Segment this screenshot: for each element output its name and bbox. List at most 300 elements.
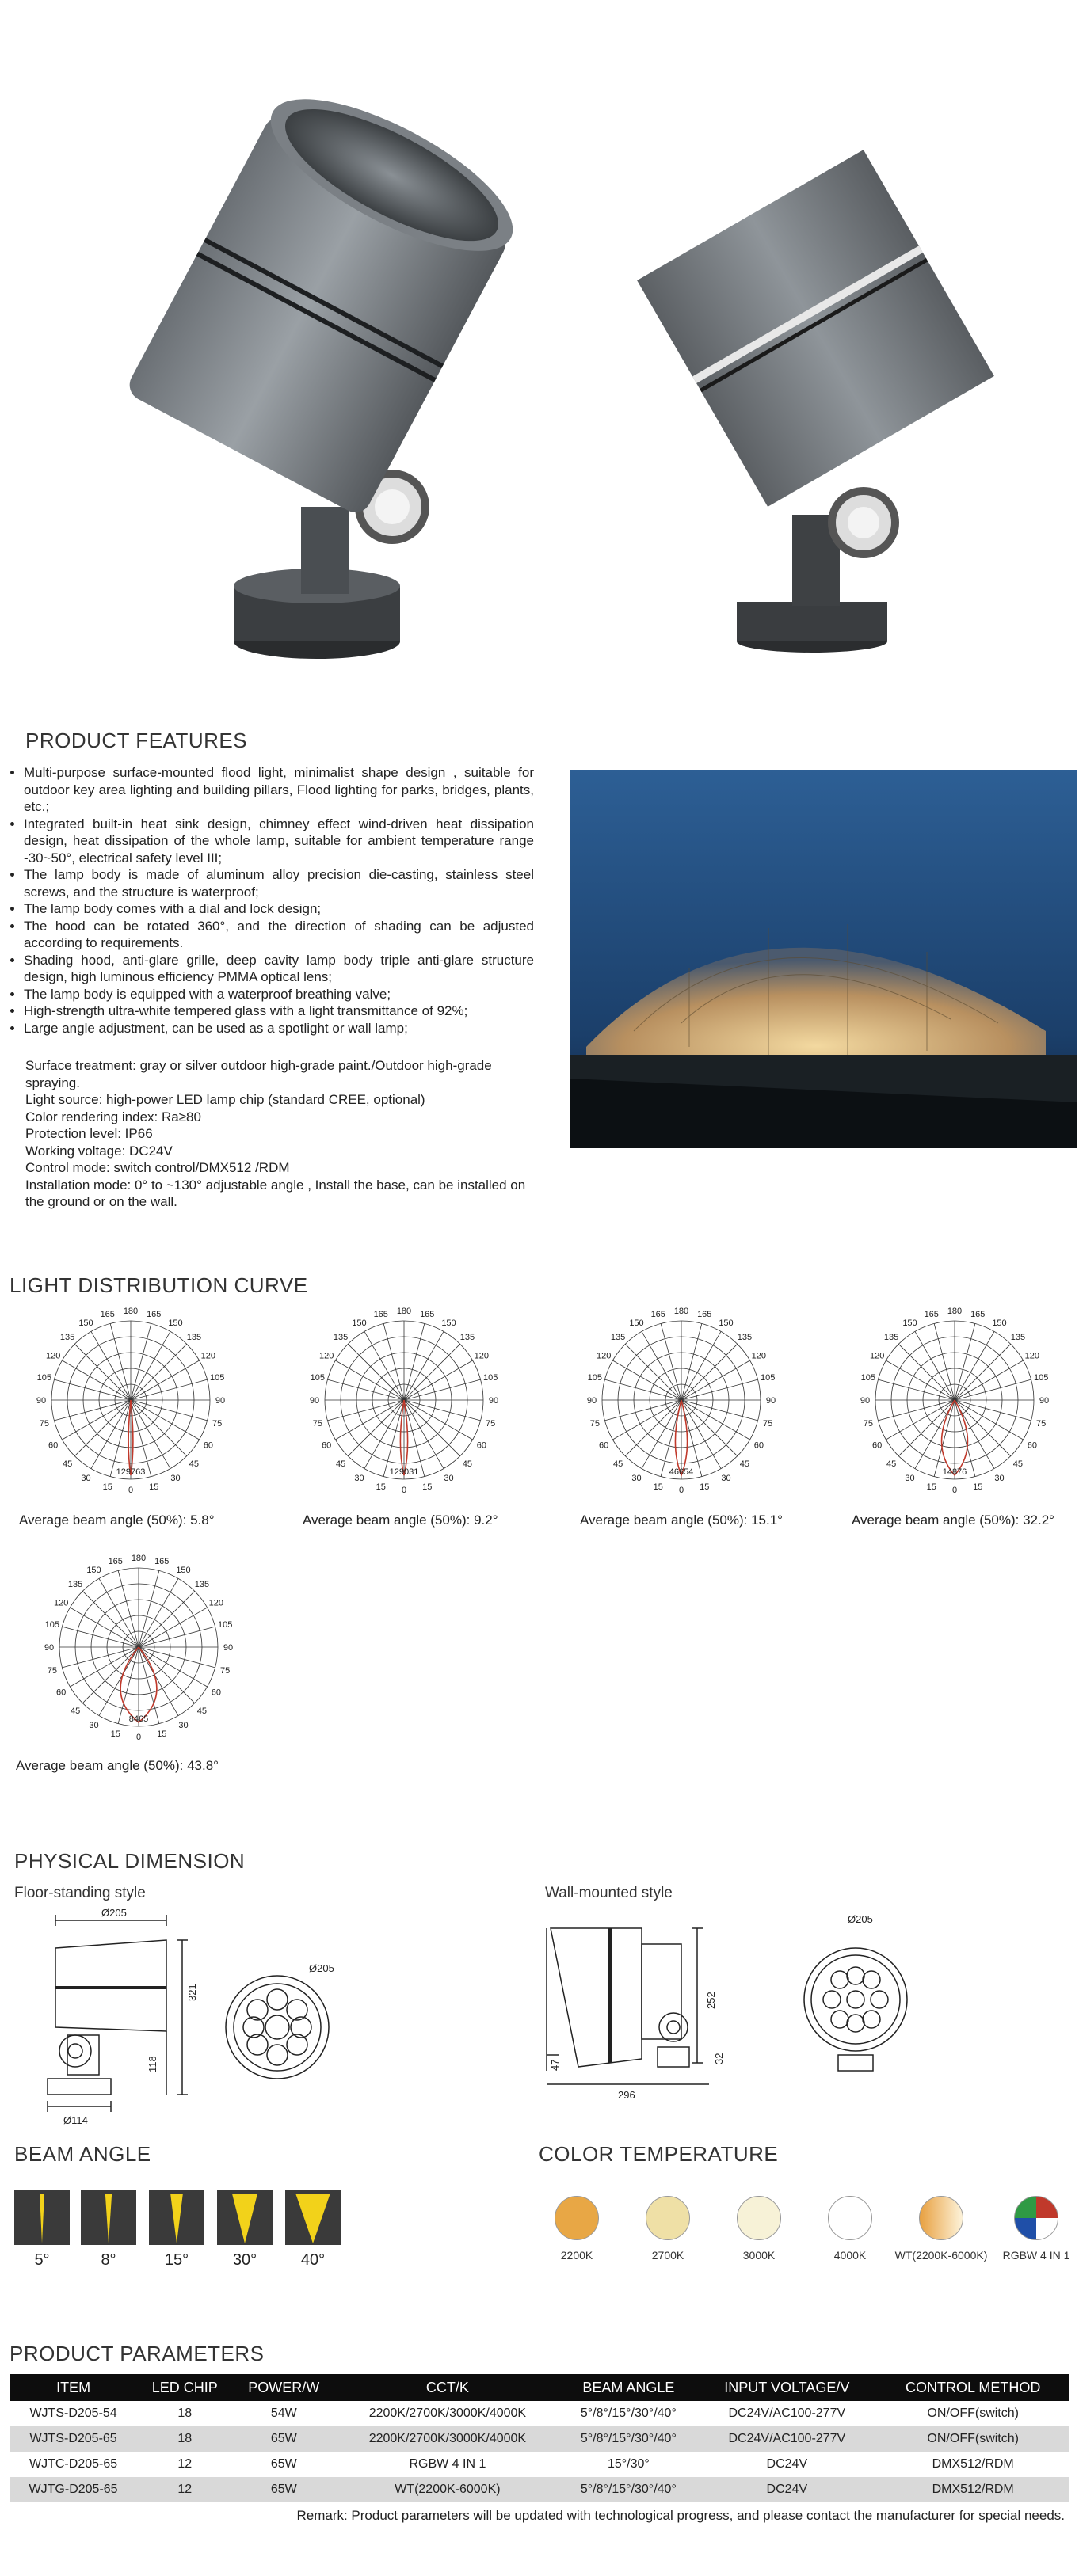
floor-dim-top: Ø205 <box>101 1908 127 1919</box>
wall-dim-height: 252 <box>705 1992 717 2009</box>
polar-spoke <box>139 1627 215 1647</box>
polar-spoke <box>54 1379 131 1400</box>
polar-spoke <box>131 1400 200 1440</box>
wall-style-title: Wall-mounted style <box>545 1885 673 1901</box>
polar-spoke <box>99 1578 139 1647</box>
polar-angle-label: 90 <box>860 1396 871 1406</box>
polar-spoke <box>110 1400 131 1477</box>
feature-item: • The hood can be rotated 360°, and the direction of shading can be adjusted according to requirements. <box>24 918 534 952</box>
wall-dim-width: 296 <box>618 2089 635 2101</box>
polar-chart-3 <box>570 1305 792 1503</box>
polar-angle-label: 105 <box>217 1619 233 1630</box>
wall-dim-base: 32 <box>713 2053 725 2064</box>
polar-angle-label: 90 <box>1039 1396 1050 1406</box>
ct-label-rgbw: RGBW 4 IN 1 <box>1002 2249 1070 2262</box>
polar-spoke <box>62 1400 131 1440</box>
polar-angle-label: 45 <box>70 1706 81 1716</box>
table-header-row <box>10 2374 1069 2401</box>
beam-caption-5: Average beam angle (50%): 43.8° <box>16 1758 219 1773</box>
polar-spoke <box>383 1323 404 1400</box>
polar-angle-label: 105 <box>860 1372 876 1383</box>
polar-spoke <box>612 1360 681 1400</box>
polar-spoke <box>82 1591 139 1647</box>
polar-spoke <box>612 1400 681 1440</box>
polar-angle-label: 45 <box>335 1459 346 1469</box>
feature-item: • High-strength ultra-white tempered glass with a light transmittance of 92%; <box>24 1003 534 1020</box>
polar-spoke <box>661 1323 681 1400</box>
polar-angle-label: 75 <box>863 1419 873 1429</box>
polar-angle-label: 60 <box>48 1440 59 1451</box>
polar-chart-2 <box>293 1305 515 1503</box>
polar-angle-label: 105 <box>760 1372 776 1383</box>
polar-spoke <box>604 1400 681 1421</box>
polar-angle-label: 150 <box>78 1318 93 1329</box>
polar-angle-label: 150 <box>629 1318 644 1329</box>
color-temp-heading: COLOR TEMPERATURE <box>539 2142 779 2166</box>
polar-angle-label: 60 <box>753 1440 764 1451</box>
wall-dim-front: Ø205 <box>848 1913 873 1925</box>
polar-spoke <box>335 1400 404 1440</box>
polar-angle-label: 120 <box>200 1351 216 1361</box>
beam-label-15: 15° <box>164 2251 189 2269</box>
polar-spoke <box>110 1323 131 1400</box>
polar-spoke <box>681 1400 738 1456</box>
beam-label-40: 40° <box>300 2251 326 2269</box>
polar-spoke <box>62 1360 131 1400</box>
polar-angle-label: 150 <box>992 1318 1007 1329</box>
polar-spoke <box>681 1323 702 1400</box>
polar-angle-label: 105 <box>310 1372 326 1383</box>
polar-spoke <box>955 1331 994 1400</box>
polar-spoke <box>348 1400 404 1456</box>
polar-spoke <box>681 1360 750 1400</box>
polar-spoke <box>364 1331 404 1400</box>
polar-spoke <box>74 1400 131 1456</box>
polar-angle-label: 45 <box>886 1459 897 1469</box>
polar-spoke <box>70 1647 139 1687</box>
polar-angle-label: 15 <box>376 1482 386 1493</box>
cell: 65W <box>232 2426 335 2452</box>
dimension-heading: PHYSICAL DIMENSION <box>14 1849 246 1873</box>
polar-spoke <box>70 1608 139 1647</box>
polar-angle-label: 15 <box>422 1482 433 1493</box>
polar-angle-label: 60 <box>56 1688 67 1698</box>
polar-chart-5 <box>28 1552 250 1750</box>
ct-3000k-swatch <box>737 2196 781 2240</box>
polar-angle-label: 45 <box>612 1459 623 1469</box>
feature-item: • Large angle adjustment, can be used as a spotlight or wall lamp; <box>24 1020 534 1037</box>
polar-angle-label: 30 <box>721 1473 731 1483</box>
polar-spoke <box>404 1344 460 1400</box>
beam-label-8: 8° <box>101 2251 116 2269</box>
cell: 15°/30° <box>607 2457 650 2471</box>
polar-spoke <box>955 1323 975 1400</box>
polar-angle-label: 135 <box>59 1333 75 1343</box>
polar-spoke <box>364 1400 404 1469</box>
table-row <box>10 2426 1069 2452</box>
cell: 2200K/2700K/3000K/4000K <box>368 2407 527 2420</box>
polar-spoke <box>131 1400 187 1456</box>
polar-angle-label: 150 <box>176 1566 191 1576</box>
polar-spoke <box>886 1400 955 1440</box>
ct-label-4000k: 4000K <box>833 2249 867 2262</box>
polar-angle-label: 0 <box>678 1486 684 1495</box>
polar-spoke <box>404 1400 473 1440</box>
polar-angle-label: 165 <box>924 1309 939 1319</box>
polar-angle-label: 30 <box>905 1473 915 1483</box>
col-power: POWER/W <box>232 2374 335 2401</box>
feature-item: • Integrated built-in heat sink design, chimney effect wind-driven heat dissipation design, heat dissipation of the whole lamp, suitable for ambient temperature range -30~50°, electrical safety level III; <box>24 816 534 867</box>
polar-spoke <box>139 1647 195 1703</box>
feature-item: • Multi-purpose surface-mounted flood light, minimalist shape design , suitable for outdoor key area lighting and building pillars, Flood lighting for parks, bridges, plants, etc.; <box>24 764 534 816</box>
product-photo-front <box>119 95 531 665</box>
product-photo-side <box>626 127 1006 665</box>
polar-angle-label: 90 <box>309 1396 320 1406</box>
ct-label-2200k: 2200K <box>560 2249 593 2262</box>
polar-spoke <box>54 1400 131 1421</box>
polar-angle-label: 180 <box>131 1554 147 1563</box>
feature-item: • Shading hood, anti-glare grille, deep cavity lamp body triple anti-glare structure design, high luminous efficiency PMMA optical lens; <box>24 952 534 986</box>
cell: ON/OFF(switch) <box>927 2407 1019 2420</box>
polar-angle-label: 60 <box>203 1440 213 1451</box>
polar-angle-label: 120 <box>869 1351 885 1361</box>
ct-rgbw-swatch <box>1014 2196 1058 2240</box>
polar-angle-label: 60 <box>1027 1440 1037 1451</box>
features-heading: PRODUCT FEATURES <box>25 729 248 752</box>
polar-angle-label: 60 <box>322 1440 332 1451</box>
polar-chart-1 <box>20 1305 242 1503</box>
polar-angle-label: 75 <box>763 1419 773 1429</box>
polar-spoke <box>898 1344 955 1400</box>
polar-angle-label: 165 <box>154 1556 170 1566</box>
floor-style-title: Floor-standing style <box>14 1885 146 1901</box>
polar-angle-label: 90 <box>223 1643 234 1653</box>
polar-angle-label: 15 <box>700 1482 710 1493</box>
ct-wt-swatch <box>919 2196 963 2240</box>
polar-angle-label: 75 <box>212 1419 223 1429</box>
polar-spoke <box>139 1578 178 1647</box>
polar-angle-label: 150 <box>168 1318 183 1329</box>
polar-angle-label: 180 <box>673 1307 689 1316</box>
spec-installation: Installation mode: 0° to ~130° adjustable angle , Install the base, can be installed on the ground or on the wall. <box>25 1177 526 1209</box>
col-item: ITEM <box>10 2374 137 2401</box>
polar-angle-label: 120 <box>45 1351 61 1361</box>
polar-spoke <box>139 1591 195 1647</box>
polar-spoke <box>404 1331 444 1400</box>
beam-15-icon <box>149 2190 204 2245</box>
polar-spoke <box>955 1344 1011 1400</box>
cell: 65W <box>270 2457 297 2471</box>
col-beam-angle: BEAM ANGLE <box>559 2374 697 2401</box>
polar-angle-label: 120 <box>596 1351 612 1361</box>
polar-spoke <box>139 1570 159 1647</box>
polar-angle-label: 120 <box>208 1598 224 1608</box>
polar-spoke <box>898 1400 955 1456</box>
ct-label-2700k: 2700K <box>651 2249 684 2262</box>
polar-angle-label: 75 <box>47 1666 57 1676</box>
beam-label-30: 30° <box>232 2251 257 2269</box>
floor-dim-height: 321 <box>186 1984 198 2001</box>
polar-angle-label: 150 <box>719 1318 734 1329</box>
feature-item: • The lamp body comes with a dial and lock design; <box>24 900 534 918</box>
ct-2700k-swatch <box>646 2196 690 2240</box>
polar-angle-label: 135 <box>333 1333 349 1343</box>
polar-spoke <box>625 1344 681 1400</box>
cell: 2200K/2700K/3000K/4000K <box>335 2426 559 2452</box>
polar-spoke <box>955 1360 1024 1400</box>
spec-control: Control mode: switch control/DMX512 /RDM <box>25 1160 290 1175</box>
polar-angle-label: 150 <box>352 1318 367 1329</box>
cell: RGBW 4 IN 1 <box>409 2457 486 2471</box>
cell: DC24V/AC100-277V <box>697 2426 876 2452</box>
cell: DMX512/RDM <box>876 2477 1069 2502</box>
polar-angle-label: 60 <box>476 1440 486 1451</box>
polar-angle-label: 75 <box>312 1419 322 1429</box>
polar-spoke <box>934 1323 955 1400</box>
polar-spoke <box>118 1570 139 1647</box>
polar-spoke <box>131 1379 208 1400</box>
spec-protection: Protection level: IP66 <box>25 1126 153 1141</box>
polar-spoke <box>934 1400 955 1477</box>
polar-spoke <box>82 1647 139 1703</box>
floor-dim-front: Ø205 <box>309 1962 334 1974</box>
polar-spoke <box>955 1400 1024 1440</box>
beam-5-icon <box>14 2190 70 2245</box>
polar-spoke <box>131 1400 208 1421</box>
polar-angle-label: 30 <box>444 1473 454 1483</box>
polar-angle-label: 180 <box>947 1307 963 1316</box>
polar-angle-label: 30 <box>631 1473 642 1483</box>
polar-spoke <box>955 1400 1011 1456</box>
polar-angle-label: 105 <box>209 1372 225 1383</box>
polar-angle-label: 120 <box>1024 1351 1040 1361</box>
parameters-heading: PRODUCT PARAMETERS <box>10 2342 265 2365</box>
floor-standing-drawing <box>32 1908 364 2130</box>
polar-angle-label: 135 <box>67 1580 83 1590</box>
polar-angle-label: 180 <box>396 1307 412 1316</box>
beam-caption-1: Average beam angle (50%): 5.8° <box>19 1512 215 1528</box>
ct-label-wt: WT(2200K-6000K) <box>894 2249 988 2262</box>
polar-angle-label: 165 <box>108 1556 123 1566</box>
polar-angle-label: 75 <box>39 1419 49 1429</box>
polar-spoke <box>404 1323 425 1400</box>
polar-angle-label: 15 <box>973 1482 983 1493</box>
cell: 12 <box>137 2477 232 2502</box>
polar-spoke <box>404 1400 444 1469</box>
polar-spoke <box>681 1344 738 1400</box>
polar-angle-label: 90 <box>488 1396 499 1406</box>
application-photo <box>570 770 1077 1148</box>
polar-angle-label: 15 <box>926 1482 936 1493</box>
beam-30-icon <box>217 2190 273 2245</box>
features-list <box>10 764 534 1037</box>
polar-spoke <box>91 1400 131 1469</box>
polar-spoke <box>348 1344 404 1400</box>
polar-angle-label: 105 <box>1033 1372 1049 1383</box>
polar-center-value: 14876 <box>942 1467 967 1477</box>
polar-spoke <box>681 1400 750 1440</box>
polar-center-value: 8465 <box>128 1714 149 1724</box>
polar-spoke <box>404 1400 460 1456</box>
polar-angle-label: 90 <box>44 1643 55 1653</box>
polar-angle-label: 165 <box>373 1309 388 1319</box>
polar-spoke <box>74 1344 131 1400</box>
polar-angle-label: 165 <box>970 1309 986 1319</box>
col-led-chip: LED CHIP <box>137 2374 232 2401</box>
cell: WJTC-D205-65 <box>29 2457 118 2471</box>
table-row <box>10 2452 1069 2477</box>
polar-angle-label: 150 <box>441 1318 456 1329</box>
cell: WT(2200K-6000K) <box>335 2477 559 2502</box>
beam-angle-heading: BEAM ANGLE <box>14 2142 151 2166</box>
cell: DC24V <box>766 2457 808 2471</box>
cell: 12 <box>177 2457 193 2471</box>
polar-angle-label: 15 <box>653 1482 663 1493</box>
polar-angle-label: 60 <box>872 1440 883 1451</box>
polar-spoke <box>886 1360 955 1400</box>
polar-angle-label: 0 <box>135 1733 142 1742</box>
cell: DC24V <box>697 2477 876 2502</box>
polar-angle-label: 30 <box>81 1473 91 1483</box>
polar-angle-label: 90 <box>36 1396 47 1406</box>
polar-spoke <box>681 1400 758 1421</box>
parameters-table <box>10 2374 1069 2502</box>
polar-angle-label: 15 <box>102 1482 112 1493</box>
cell: 18 <box>137 2426 232 2452</box>
polar-spoke <box>99 1647 139 1716</box>
beam-caption-2: Average beam angle (50%): 9.2° <box>303 1512 498 1528</box>
polar-spoke <box>131 1331 170 1400</box>
parameters-remark: Remark: Product parameters will be updated with technological progress, and please contact the manufacturer for special needs. <box>296 2508 1065 2523</box>
cell: DC24V/AC100-277V <box>728 2407 846 2420</box>
polar-spoke <box>915 1331 955 1400</box>
cell: ON/OFF(switch) <box>876 2426 1069 2452</box>
polar-angle-label: 30 <box>994 1473 1005 1483</box>
polar-angle-label: 30 <box>170 1473 181 1483</box>
col-control: CONTROL METHOD <box>876 2374 1069 2401</box>
polar-angle-label: 0 <box>128 1486 134 1495</box>
polar-angle-label: 45 <box>196 1706 208 1716</box>
col-cct: CCT/K <box>335 2374 559 2401</box>
distribution-heading: LIGHT DISTRIBUTION CURVE <box>10 1273 308 1297</box>
floor-dim-lower: 118 <box>147 2056 158 2072</box>
polar-angle-label: 150 <box>86 1566 101 1576</box>
polar-angle-label: 90 <box>586 1396 597 1406</box>
polar-angle-label: 75 <box>1036 1419 1047 1429</box>
polar-angle-label: 120 <box>53 1598 69 1608</box>
polar-chart-4 <box>844 1305 1066 1503</box>
beam-40-icon <box>285 2190 341 2245</box>
polar-spoke <box>62 1627 139 1647</box>
polar-angle-label: 45 <box>1012 1459 1024 1469</box>
table-row <box>10 2477 1069 2502</box>
polar-angle-label: 105 <box>482 1372 498 1383</box>
polar-angle-label: 30 <box>354 1473 364 1483</box>
polar-angle-label: 105 <box>587 1372 603 1383</box>
polar-angle-label: 165 <box>420 1309 435 1319</box>
polar-spoke <box>404 1360 473 1400</box>
polar-angle-label: 105 <box>36 1372 52 1383</box>
spec-light-source: Light source: high-power LED lamp chip (standard CREE, optional) <box>25 1092 425 1107</box>
beam-8-icon <box>81 2190 136 2245</box>
wall-dim-offset: 47 <box>549 2059 561 2071</box>
table-row <box>10 2401 1069 2426</box>
polar-spoke <box>681 1379 758 1400</box>
feature-item: • The lamp body is made of aluminum alloy precision die-casting, stainless steel screws, and the structure is waterproof; <box>24 866 534 900</box>
polar-spoke <box>878 1379 955 1400</box>
cell: WJTS-D205-54 <box>29 2407 117 2420</box>
polar-angle-label: 135 <box>1010 1333 1026 1343</box>
polar-angle-label: 165 <box>697 1309 712 1319</box>
cell: WJTS-D205-65 <box>10 2426 137 2452</box>
polar-angle-label: 135 <box>459 1333 475 1343</box>
polar-angle-label: 75 <box>589 1419 600 1429</box>
specs-block <box>25 1057 539 1211</box>
polar-spoke <box>604 1379 681 1400</box>
polar-angle-label: 180 <box>123 1307 139 1316</box>
polar-angle-label: 165 <box>100 1309 115 1319</box>
ct-4000k-swatch <box>828 2196 872 2240</box>
cell: 5°/8°/15°/30°/40° <box>559 2477 697 2502</box>
polar-spoke <box>955 1400 975 1477</box>
polar-spoke <box>404 1379 481 1400</box>
polar-angle-label: 165 <box>147 1309 162 1319</box>
polar-angle-label: 0 <box>401 1486 407 1495</box>
polar-angle-label: 135 <box>610 1333 626 1343</box>
polar-angle-label: 135 <box>194 1580 210 1590</box>
beam-caption-4: Average beam angle (50%): 32.2° <box>852 1512 1054 1528</box>
polar-spoke <box>131 1400 170 1469</box>
polar-angle-label: 30 <box>89 1720 99 1730</box>
polar-spoke <box>131 1360 200 1400</box>
polar-spoke <box>131 1344 187 1400</box>
polar-angle-label: 120 <box>474 1351 490 1361</box>
polar-center-value: 129763 <box>116 1467 146 1477</box>
cell: 65W <box>232 2477 335 2502</box>
feature-item: • The lamp body is equipped with a waterproof breathing valve; <box>24 986 534 1003</box>
polar-center-value: 46654 <box>669 1467 694 1477</box>
polar-spoke <box>404 1400 481 1421</box>
spec-voltage: Working voltage: DC24V <box>25 1143 173 1159</box>
cell: 54W <box>270 2407 297 2420</box>
polar-spoke <box>642 1331 681 1400</box>
polar-spoke <box>91 1331 131 1400</box>
polar-angle-label: 75 <box>220 1666 231 1676</box>
floor-dim-base: Ø114 <box>63 2114 88 2126</box>
polar-angle-label: 75 <box>486 1419 496 1429</box>
polar-angle-label: 45 <box>462 1459 473 1469</box>
wall-mounted-drawing <box>539 1908 951 2114</box>
cell: 18 <box>177 2407 193 2420</box>
polar-angle-label: 135 <box>737 1333 753 1343</box>
ct-label-3000k: 3000K <box>742 2249 776 2262</box>
polar-spoke <box>625 1400 681 1456</box>
polar-spoke <box>131 1323 151 1400</box>
polar-spoke <box>335 1360 404 1400</box>
polar-angle-label: 60 <box>599 1440 609 1451</box>
polar-angle-label: 135 <box>186 1333 202 1343</box>
polar-angle-label: 15 <box>149 1482 159 1493</box>
cell: 5°/8°/15°/30°/40° <box>559 2426 697 2452</box>
polar-spoke <box>327 1379 404 1400</box>
polar-spoke <box>327 1400 404 1421</box>
polar-spoke <box>955 1400 1031 1421</box>
polar-angle-label: 120 <box>318 1351 334 1361</box>
polar-angle-label: 150 <box>902 1318 917 1329</box>
polar-angle-label: 15 <box>110 1729 120 1740</box>
polar-spoke <box>139 1647 208 1687</box>
beam-caption-3: Average beam angle (50%): 15.1° <box>580 1512 783 1528</box>
